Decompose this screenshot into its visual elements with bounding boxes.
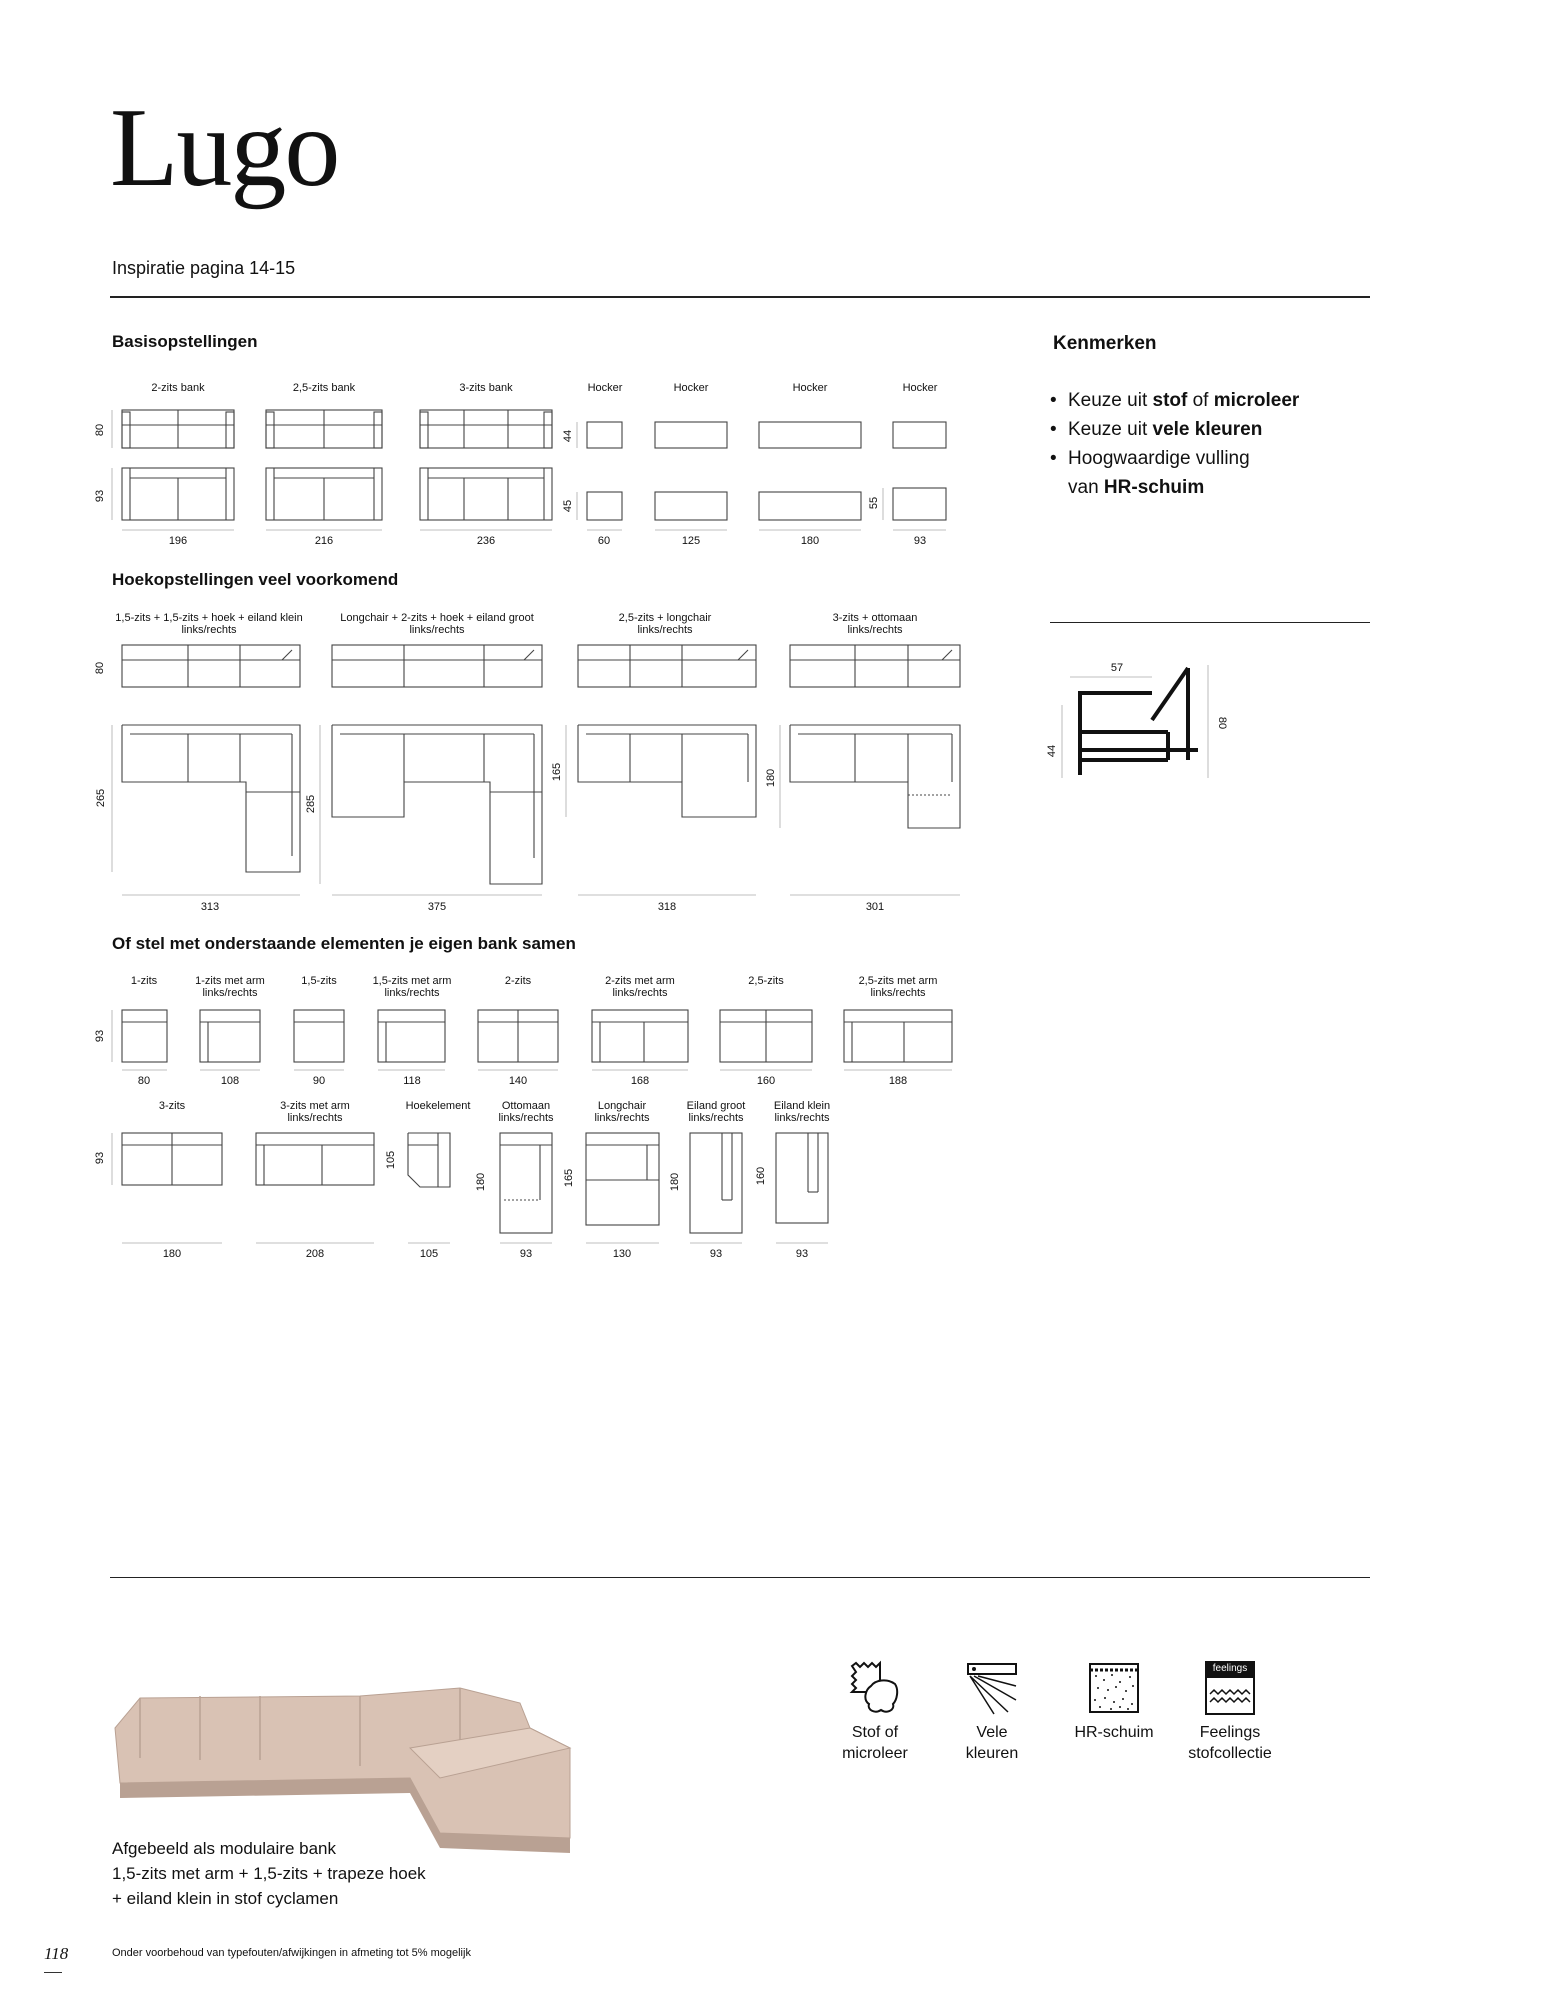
- el1-width-6: 168: [630, 1075, 650, 1087]
- basis-name-5: Hocker: [673, 382, 709, 394]
- hoek-height-3: 285: [305, 794, 318, 814]
- el2-name-4: Ottomaan links/rechts: [498, 1100, 554, 1124]
- el2-name-7: Eiland klein links/rechts: [773, 1100, 831, 1124]
- features-rule: [1050, 622, 1370, 623]
- hoek-name-2: [332, 612, 542, 636]
- el1-width-1: 80: [137, 1075, 151, 1087]
- el1-name-2: 1-zits met arm links/rechts: [195, 975, 265, 999]
- basis-width-4: 60: [597, 535, 611, 547]
- el2-name-5: Longchair links/rechts: [594, 1100, 650, 1124]
- feature-text: Keuze uit: [1068, 390, 1153, 411]
- feature-item: [1050, 415, 1299, 444]
- hoek-width-4: 301: [865, 901, 885, 913]
- basis-name-7: Hocker: [902, 382, 938, 394]
- chair-profile: [1062, 665, 1208, 778]
- basis-width-1: 196: [168, 535, 188, 547]
- hoek-front-views: [122, 645, 960, 687]
- el2-width-3: 105: [419, 1248, 439, 1260]
- hoek-top-views: [112, 725, 960, 895]
- el1-width-5: 140: [508, 1075, 528, 1087]
- bottom-rule: [110, 1577, 1370, 1578]
- basis-top-views: [112, 410, 946, 530]
- hoek-name-3-text: 2,5-zits + longchair links/rechts: [618, 612, 712, 636]
- basis-width-7: 93: [913, 535, 927, 547]
- chair-total-height: 80: [1216, 716, 1229, 730]
- basis-name-4: Hocker: [587, 382, 623, 394]
- feature-text: of: [1187, 390, 1214, 411]
- basis-height-1: 80: [94, 423, 107, 437]
- feelings-badge-text: feelings: [1212, 1663, 1248, 1674]
- icon-label: HR-schuim: [1074, 1724, 1154, 1741]
- hoek-width-3: 318: [657, 901, 677, 913]
- el1-width-3: 90: [312, 1075, 326, 1087]
- el2-height-5: 180: [669, 1172, 682, 1192]
- footnote: Onder voorbehoud van typefouten/afwijkingen in afmeting tot 5% mogelijk: [112, 1947, 471, 1959]
- el1-name-7: 2,5-zits: [748, 975, 784, 987]
- hoek-name-4-text: 3-zits + ottomaan links/rechts: [832, 612, 918, 636]
- chair-depth: 57: [1110, 662, 1124, 674]
- el2-name-2: 3-zits met arm links/rechts: [280, 1100, 350, 1124]
- el2-height-6: 160: [755, 1166, 768, 1186]
- features-title: Kenmerken: [1053, 333, 1157, 354]
- el2-name-6: Eiland groot links/rechts: [686, 1100, 746, 1124]
- el2-height-2: 105: [385, 1150, 398, 1170]
- icon-label: Feelings stofcollectie: [1188, 1724, 1272, 1762]
- hoek-name-3: [590, 612, 740, 636]
- el2-height-4: 165: [563, 1168, 576, 1188]
- el2-width-2: 208: [305, 1248, 325, 1260]
- hoek-height-5: 180: [765, 768, 778, 788]
- el1-width-8: 188: [888, 1075, 908, 1087]
- feature-text: Hoogwaardige vulling: [1068, 448, 1250, 469]
- caption-line-2: 1,5-zits met arm + 1,5-zits + trapeze hoek: [112, 1864, 426, 1883]
- basis-width-5: 125: [681, 535, 701, 547]
- basis-height-3: 44: [562, 429, 575, 443]
- hoek-width-2: 375: [427, 901, 447, 913]
- fabric-leather-icon: [847, 1660, 903, 1716]
- el2-name-3: Hoekelement: [405, 1100, 471, 1112]
- basis-width-2: 216: [314, 535, 334, 547]
- basis-width-6: 180: [800, 535, 820, 547]
- feature-text: van: [1068, 477, 1104, 498]
- hoek-name-2-text: Longchair + 2-zits + hoek + eiland groot links/rechts: [340, 612, 534, 636]
- el1-name-5: 2-zits: [504, 975, 532, 987]
- section-basis: Basisopstellingen: [112, 332, 258, 351]
- feature-bold: stof: [1152, 390, 1188, 411]
- hoek-name-4: [800, 612, 950, 636]
- basis-name-1: 2-zits bank: [151, 382, 205, 394]
- elements-row1: [122, 1010, 952, 1070]
- hoek-height-1: 80: [94, 661, 107, 675]
- feature-item-cont: [1050, 473, 1299, 502]
- el1-name-4: 1,5-zits met arm links/rechts: [372, 975, 452, 999]
- basis-name-3: 3-zits bank: [459, 382, 513, 394]
- el2-width-7: 93: [795, 1248, 809, 1260]
- el2-width-1: 180: [162, 1248, 182, 1260]
- basis-height-2: 93: [94, 489, 107, 503]
- el1-width-4: 118: [403, 1075, 421, 1087]
- basis-width-3: 236: [476, 535, 496, 547]
- color-swatch-icon: [964, 1660, 1020, 1716]
- feature-bold: microleer: [1213, 390, 1300, 411]
- el2-width-5: 130: [612, 1248, 632, 1260]
- feature-item: [1050, 444, 1299, 473]
- section-eigen: Of stel met onderstaande elementen je eigen bank samen: [112, 934, 576, 953]
- page-subtitle: Inspiratie pagina 14-15: [112, 258, 296, 278]
- basis-front-views: [122, 410, 946, 448]
- page-title: Lugo: [110, 86, 339, 210]
- feature-text: Keuze uit: [1068, 419, 1153, 440]
- icon-label: Stof of microleer: [842, 1724, 908, 1762]
- hr-foam-icon: [1086, 1660, 1142, 1716]
- icon-label: Vele kleuren: [965, 1724, 1019, 1762]
- el1-width-7: 160: [756, 1075, 776, 1087]
- icon-hr-schuim: [1059, 1660, 1169, 1743]
- hoek-height-4: 165: [551, 762, 564, 782]
- icon-stof-microleer: [825, 1660, 925, 1764]
- feature-bold: vele kleuren: [1152, 419, 1263, 440]
- el2-height-1: 93: [94, 1151, 107, 1165]
- features-list: [1050, 386, 1299, 502]
- el1-name-6: 2-zits met arm links/rechts: [605, 975, 675, 999]
- hoek-height-2: 265: [95, 788, 108, 808]
- chair-seat-height: 44: [1046, 744, 1059, 758]
- el2-height-3: 180: [475, 1172, 488, 1192]
- el2-name-1: 3-zits: [158, 1100, 186, 1112]
- page-number-underline: [44, 1972, 62, 1973]
- section-hoek: Hoekopstellingen veel voorkomend: [112, 570, 399, 589]
- basis-height-4: 45: [562, 499, 575, 513]
- caption-line-1: Afgebeeld als modulaire bank: [112, 1839, 336, 1858]
- el2-width-6: 93: [709, 1248, 723, 1260]
- hoek-width-1: 313: [200, 901, 220, 913]
- icon-vele-kleuren: [942, 1660, 1042, 1764]
- el1-name-8: 2,5-zits met arm links/rechts: [858, 975, 938, 999]
- hoek-name-1: [104, 612, 314, 636]
- basis-name-6: Hocker: [792, 382, 828, 394]
- el1-name-3: 1,5-zits: [301, 975, 337, 987]
- icon-feelings: [1170, 1660, 1290, 1764]
- el1-name-1: 1-zits: [130, 975, 158, 987]
- photo-caption: [112, 1836, 426, 1911]
- feature-bold: HR-schuim: [1103, 477, 1205, 498]
- page-number: 118: [44, 1944, 69, 1963]
- caption-line-3: + eiland klein in stof cyclamen: [112, 1889, 339, 1908]
- basis-height-5: 55: [868, 496, 881, 510]
- el2-width-4: 93: [519, 1248, 533, 1260]
- hoek-name-1-text: 1,5-zits + 1,5-zits + hoek + eiland klein links/rechts: [115, 612, 303, 636]
- basis-name-2: 2,5-zits bank: [292, 382, 356, 394]
- el1-width-2: 108: [220, 1075, 240, 1087]
- el1-height: 93: [94, 1029, 107, 1043]
- feature-item: [1050, 386, 1299, 415]
